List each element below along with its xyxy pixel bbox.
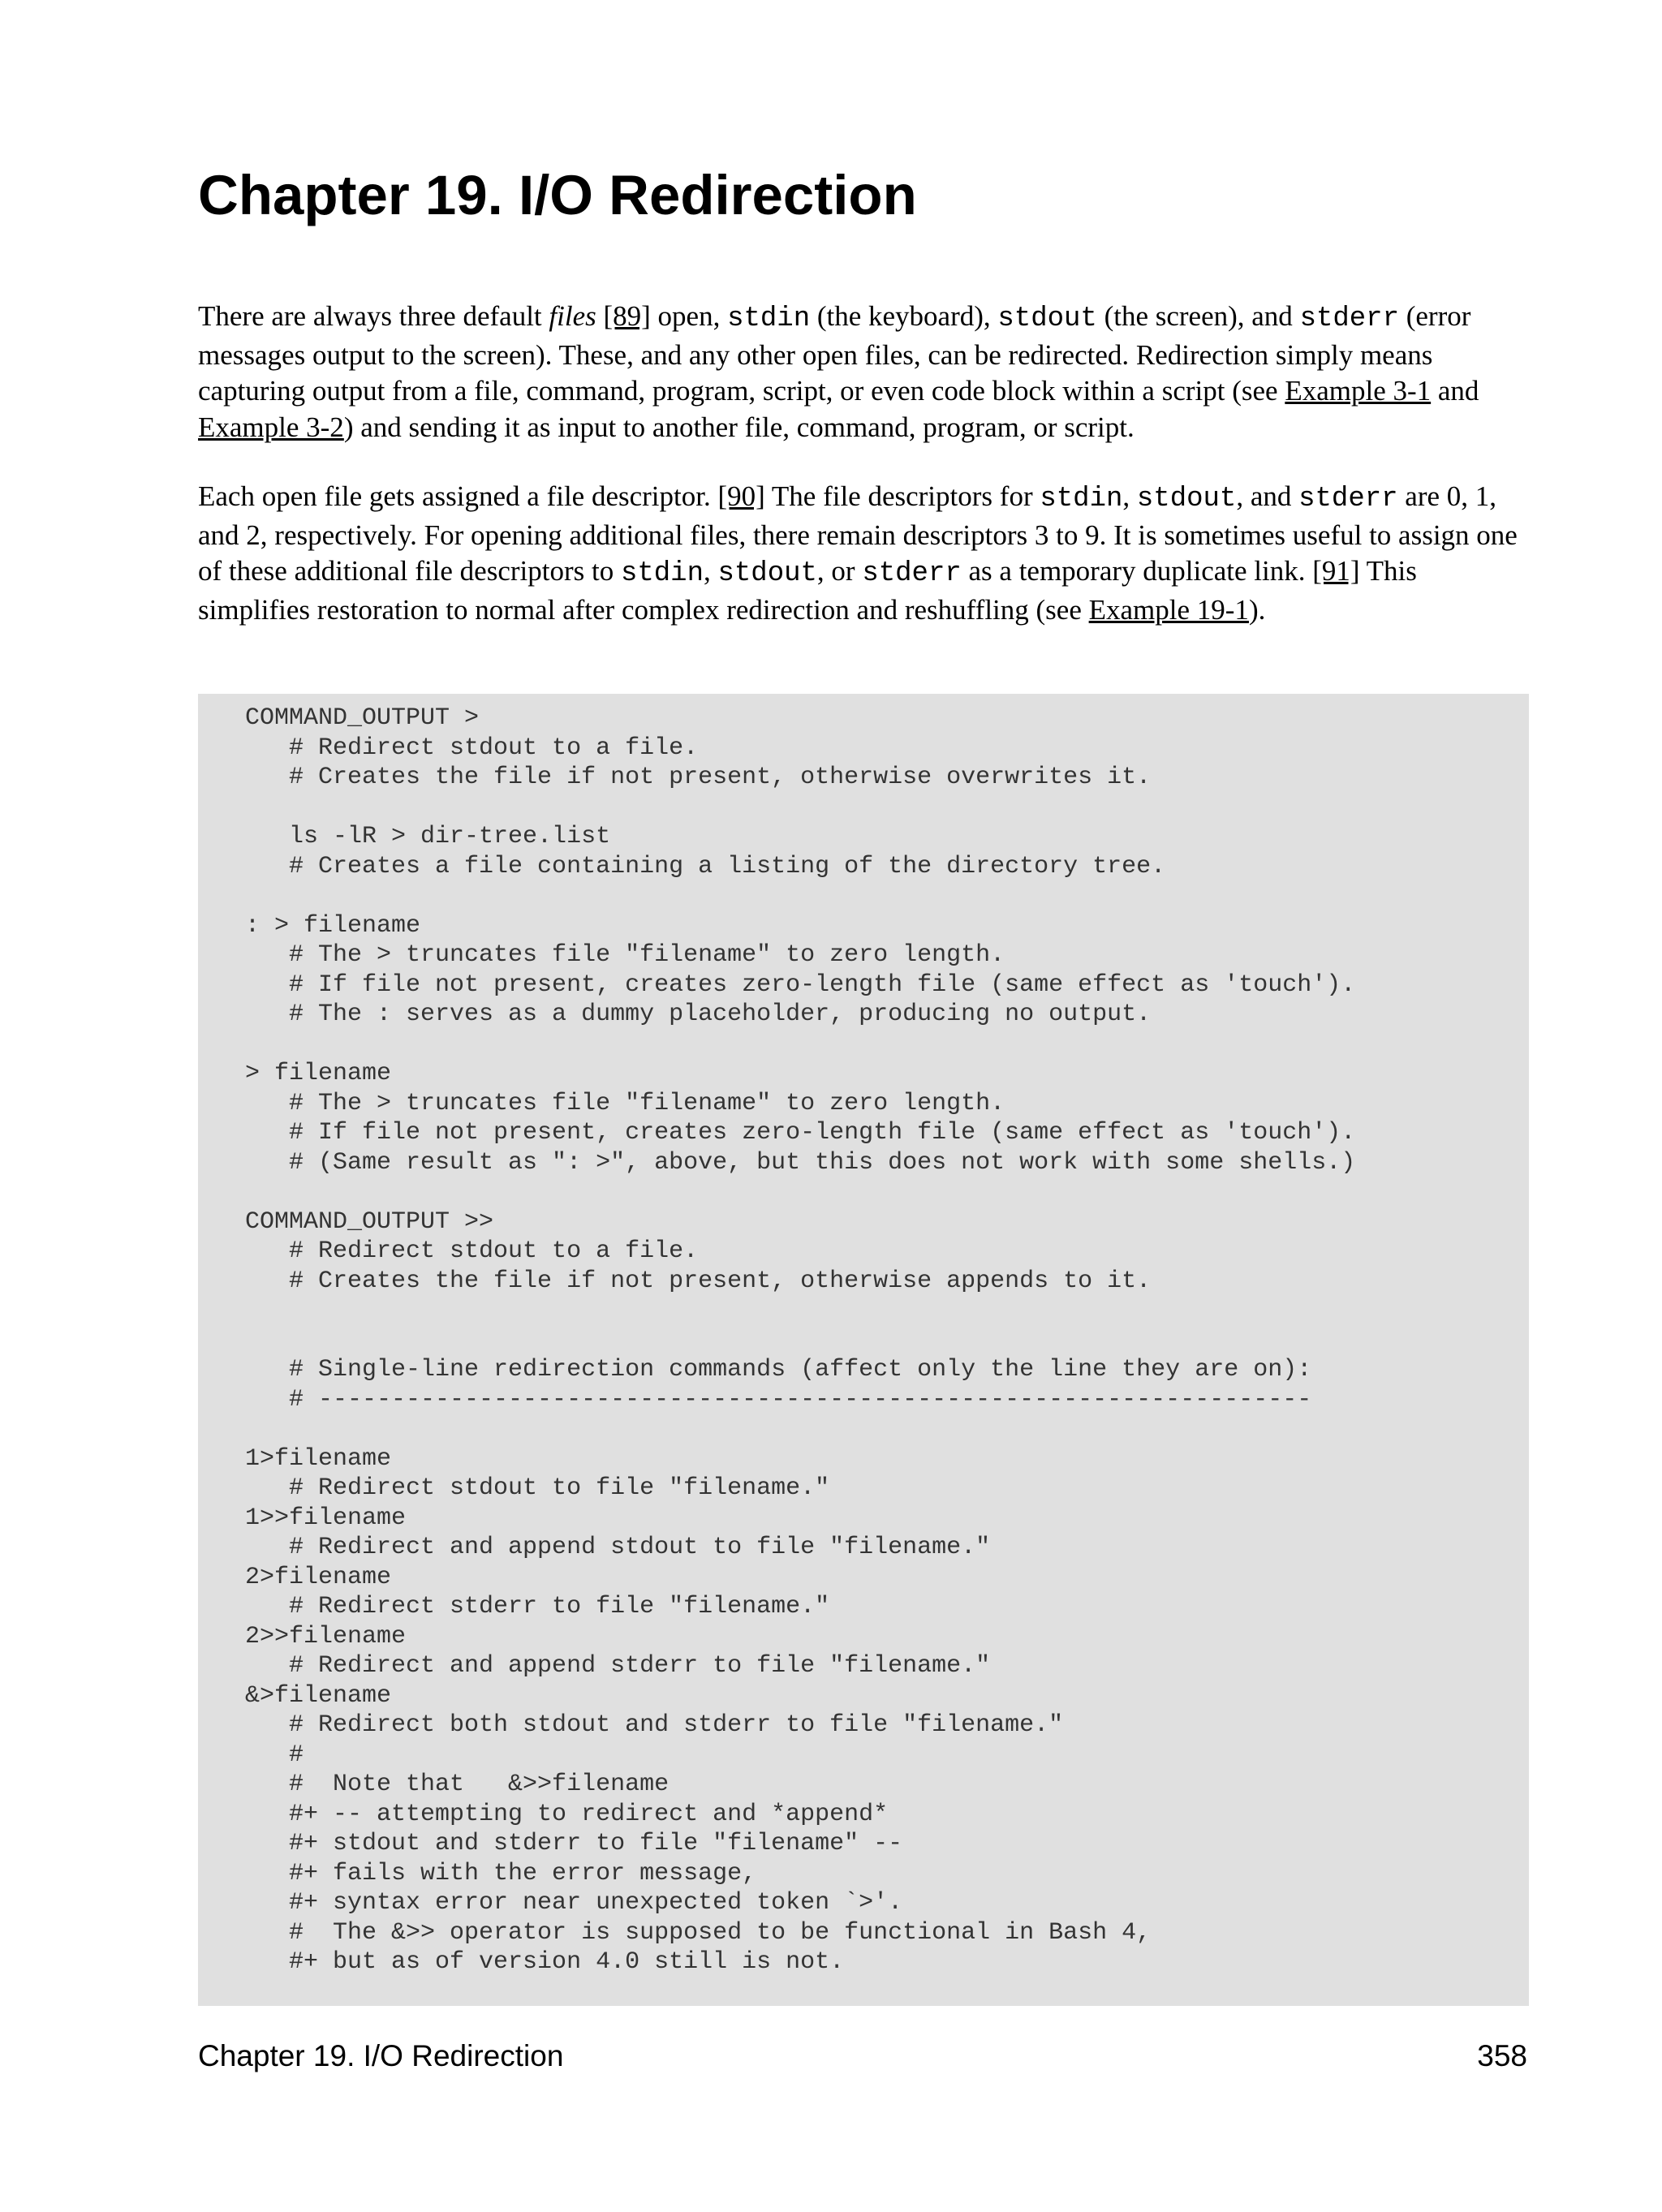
example-3-1-link[interactable]: Example 3-1 [1285, 375, 1432, 407]
code-stdin: stdin [620, 558, 704, 589]
footer-chapter-title: Chapter 19. I/O Redirection [198, 2039, 564, 2072]
text: , [704, 555, 718, 587]
text: Each open file gets assigned a file descriptor. [198, 480, 718, 512]
text: open, [650, 300, 728, 332]
descriptor-paragraph [198, 479, 1529, 628]
text: ). [1248, 593, 1266, 626]
text: , and [1236, 480, 1299, 512]
text: This simplifies restoration to normal after complex redirection and reshuffling (see [198, 555, 1417, 626]
code-stderr: stderr [1298, 484, 1398, 514]
code-listing [198, 694, 1529, 2006]
text: (the screen), and [1096, 300, 1300, 332]
code-stdout: stdout [1136, 484, 1237, 514]
text: are 0, 1, and 2, respectively. For opening additional files, there remain descriptors 3 to 9. It is sometimes useful to assign one of these additional file descriptors to [198, 480, 1518, 587]
footer-page-number: 358 [1477, 2039, 1527, 2072]
text: The file descriptors for [764, 480, 1040, 512]
code-stderr: stderr [1299, 303, 1399, 334]
footnote-link-91[interactable]: [91] [1312, 555, 1360, 587]
text: as a temporary duplicate link. [961, 555, 1313, 587]
text: , or [816, 555, 863, 587]
text: There are always three default [198, 300, 549, 332]
code-stdout: stdout [717, 558, 817, 589]
code-stdout: stdout [997, 303, 1097, 334]
example-19-1-link[interactable]: Example 19-1 [1088, 593, 1249, 626]
text: (the keyboard), [810, 300, 998, 332]
example-3-2-link[interactable]: Example 3-2 [198, 411, 344, 443]
code-stdin: stdin [727, 303, 811, 334]
code-stderr: stderr [862, 558, 962, 589]
code-listing-text: COMMAND_OUTPUT > # Redirect stdout to a file. # Creates the file if not present, otherwise overwrites it. ls -lR > dir-tree.list # Creates a file containing a listing of the directory tree. : > filename # The > truncates file "filename" to zero length. # If file not present, creates zero-length file (same effect as 'touch'). # The : serves as a dummy placeholder, producing no output. > filename # The > truncates file "filename" to zero length. # If file not present, creates zero-length file (same effect as 'touch'). # (Same result as ": >", above, but this does not work with some shells.) COMMAND_OUTPUT >> # Redirect stdout to a file. # Creates the file if not present, otherwise appends to it. # Single-line redirection commands (affect only the line they are on): # -------------------------------------------------------------------- 1>filename # Redirect stdout to file "filename." 1>>filename # Redirect and append stdout to file "filename." 2>filename # Redirect stderr to file "filename." 2>>filename # Redirect and append stderr to file "filename." &>filename # Redirect both stdout and stderr to file "filename." # # Note that &>>filename #+ -- attempting to redirect and *append* #+ stdout and stderr to file "filename" -- #+ fails with the error message, #+ syntax error near unexpected token `>'. # The &>> operator is supposed to be functional in Bash 4, #+ but as of version 4.0 still is not. [245, 704, 1356, 1976]
text: , [1122, 480, 1137, 512]
text: and [1431, 375, 1479, 407]
footnote-link-90[interactable]: [90] [717, 480, 765, 512]
text: (error messages output to the screen). These, and any other open files, can be redirected. Redirection simply means capturing output from a file, command, program, script, or even code block within a script (see [198, 300, 1471, 407]
footnote-link-89[interactable]: [89] [603, 300, 651, 332]
page-title: Chapter 19. I/O Redirection [198, 164, 917, 226]
code-stdin: stdin [1040, 484, 1123, 514]
files-term: files [549, 300, 596, 332]
intro-paragraph [198, 299, 1529, 445]
text: ) and sending it as input to another file, command, program, or script. [343, 411, 1135, 443]
